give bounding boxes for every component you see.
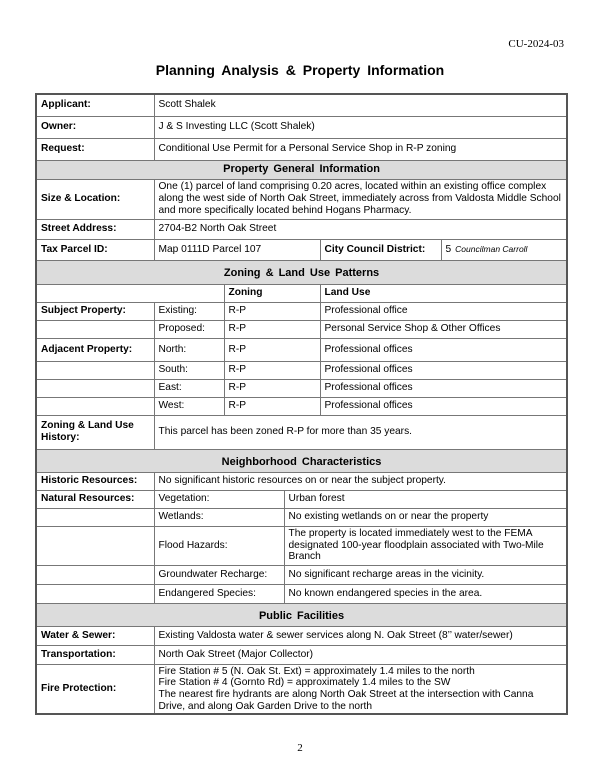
endangered-species-value: No known endangered species in the area. [284,584,567,603]
water-sewer-row [36,626,567,645]
adjacent-north-zoning: R-P [224,338,320,361]
endangered-species-label: Endangered Species: [154,584,284,603]
owner-row [36,116,567,138]
applicant-row [36,94,567,116]
wetlands-value: No existing wetlands on or near the property [284,508,567,526]
zoning-history-label: Zoning & Land Use History: [36,415,154,449]
property-info-table [35,93,568,715]
tax-parcel-label: Tax Parcel ID: [36,239,154,260]
fire-hydrants-line: The nearest fire hydrants are along North Oak Street at the intersection with Canna Drive, and along Oak Garden Drive to the north [158,688,534,712]
adjacent-north-land-use: Professional offices [320,338,567,361]
subject-proposed-label: Proposed: [154,320,224,338]
adjacent-east-zoning: R-P [224,379,320,397]
wetlands-label: Wetlands: [154,508,284,526]
request-row [36,138,567,160]
page-title: Planning Analysis & Property Information [155,62,445,78]
table-row [36,361,567,379]
table-row [36,397,567,415]
transportation-label: Transportation: [36,645,154,664]
subject-existing-label: Existing: [154,302,224,320]
adjacent-west-label: West: [154,397,224,415]
adjacent-south-zoning: R-P [224,361,320,379]
adjacent-west-land-use: Professional offices [320,397,567,415]
section-heading-neighborhood: Neighborhood Characteristics [36,453,567,472]
table-row [36,379,567,397]
table-row [36,584,567,603]
applicant-value: Scott Shalek [154,94,567,116]
council-district-number: 5 [445,243,452,255]
tax-parcel-row [36,239,567,260]
col-header-land-use: Land Use [320,284,567,302]
size-location-value: One (1) parcel of land comprising 0.20 acres, located within an existing office complex along the west side of North Oak Street, immediately across from Valdosta Middle School and more specifically located behind Hogans Pharmacy. [154,179,567,219]
subject-property-label: Subject Property: [36,302,154,320]
transportation-row [36,645,567,664]
zoning-history-value: This parcel has been zoned R-P for more than 35 years. [154,415,567,449]
applicant-label: Applicant: [36,94,154,116]
council-district-label: City Council District: [320,239,441,260]
adjacent-south-label: South: [154,361,224,379]
table-row [36,526,567,565]
historic-resources-value: No significant historic resources on or near the subject property. [154,472,567,490]
flood-hazards-label: Flood Hazards: [154,526,284,565]
owner-value: J & S Investing LLC (Scott Shalek) [154,116,567,138]
section-heading-zoning: Zoning & Land Use Patterns [36,264,567,284]
subject-proposed-land-use: Personal Service Shop & Other Offices [320,320,567,338]
fire-station-5-line: Fire Station # 5 (N. Oak St. Ext) = approximately 1.4 miles to the north [158,665,475,677]
groundwater-recharge-value: No significant recharge areas in the vicinity. [284,565,567,584]
natural-resources-label: Natural Resources: [36,490,154,508]
council-district-value [441,239,567,260]
adjacent-north-label: North: [154,338,224,361]
adjacent-west-zoning: R-P [224,397,320,415]
vegetation-label: Vegetation: [154,490,284,508]
col-header-zoning: Zoning [224,284,320,302]
section-heading-public-facilities: Public Facilities [36,607,567,626]
council-member: Councilman Carroll [455,243,528,254]
historic-resources-label: Historic Resources: [36,472,154,490]
groundwater-recharge-label: Groundwater Recharge: [154,565,284,584]
request-label: Request: [36,138,154,160]
fire-protection-value [154,664,567,714]
table-row [36,565,567,584]
adjacent-east-land-use: Professional offices [320,379,567,397]
table-row [36,338,567,361]
subject-existing-land-use: Professional office [320,302,567,320]
section-heading-property-general: Property General Information [36,160,567,179]
historic-resources-row [36,472,567,490]
fire-station-4-line: Fire Station # 4 (Gornto Rd) = approximately 1.4 miles to the SW [158,677,451,689]
subject-proposed-zoning: R-P [224,320,320,338]
table-row [36,490,567,508]
fire-protection-row [36,664,567,714]
owner-label: Owner: [36,116,154,138]
water-sewer-label: Water & Sewer: [36,626,154,645]
table-row [36,302,567,320]
vegetation-value: Urban forest [284,490,567,508]
street-address-label: Street Address: [36,219,154,239]
transportation-value: North Oak Street (Major Collector) [154,645,567,664]
street-address-row [36,219,567,239]
street-address-value: 2704-B2 North Oak Street [154,219,567,239]
water-sewer-value: Existing Valdosta water & sewer services along N. Oak Street (8’’ water/sewer) [154,626,567,645]
flood-hazards-value: The property is located immediately west to the FEMA designated 100-year floodplain associated with Two-Mile Branch [284,526,567,565]
adjacent-south-land-use: Professional offices [320,361,567,379]
request-value: Conditional Use Permit for a Personal Service Shop in R-P zoning [154,138,567,160]
tax-parcel-value: Map 0111D Parcel 107 [154,239,320,260]
table-row [36,508,567,526]
size-location-label: Size & Location: [36,179,154,219]
fire-protection-label: Fire Protection: [36,664,154,714]
case-number: CU-2024-03 [508,38,564,50]
subject-existing-zoning: R-P [224,302,320,320]
adjacent-east-label: East: [154,379,224,397]
table-row [36,320,567,338]
size-location-row [36,179,567,219]
zoning-history-row [36,415,567,449]
adjacent-property-label: Adjacent Property: [36,338,154,361]
page-number: 2 [297,742,303,754]
